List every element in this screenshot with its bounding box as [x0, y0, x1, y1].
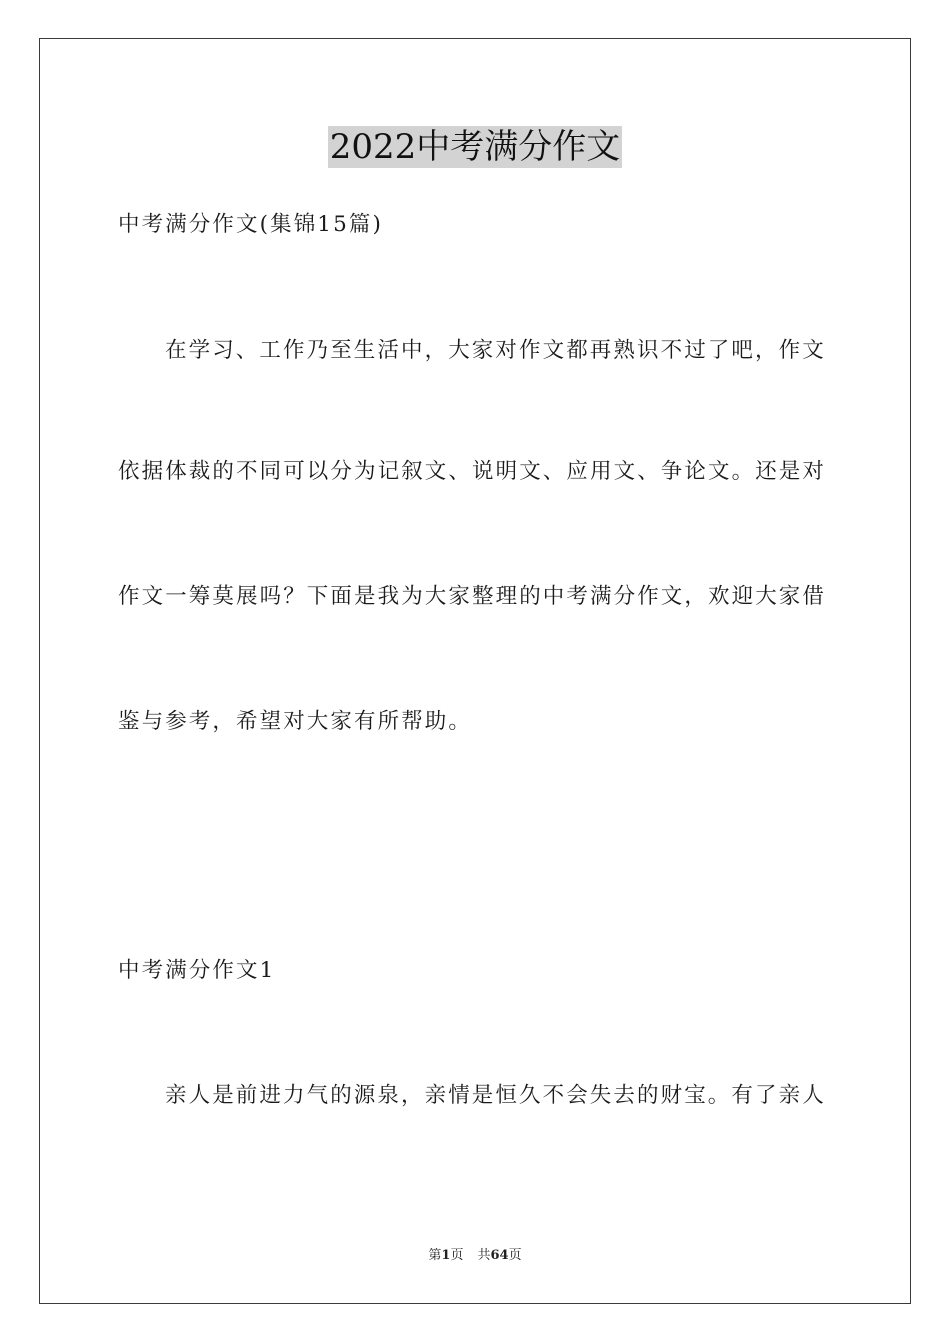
title-container: [0, 126, 950, 168]
paragraph-line: 鉴与参考，希望对大家有所帮助。: [118, 709, 473, 734]
footer-page-suffix: 页: [450, 1248, 464, 1263]
section-heading: 中考满分作文1: [118, 958, 276, 983]
footer-total-suffix: 页: [508, 1248, 522, 1263]
footer-page-prefix: 第: [428, 1248, 442, 1263]
footer-page-number: 1: [441, 1248, 451, 1263]
footer-total-pages: 64: [490, 1248, 509, 1263]
paragraph-line: 亲人是前进力气的源泉，亲情是恒久不会失去的财宝。有了亲人: [165, 1083, 826, 1108]
page-footer: [0, 1246, 950, 1266]
document-title: 2022中考满分作文: [329, 127, 621, 167]
paragraph-line: 作文一筹莫展吗？下面是我为大家整理的中考满分作文，欢迎大家借: [118, 584, 827, 609]
footer-total-prefix: 共: [477, 1248, 491, 1263]
document-subtitle: 中考满分作文(集锦15篇): [118, 212, 383, 237]
paragraph-line: 在学习、工作乃至生活中，大家对作文都再熟识不过了吧，作文: [165, 338, 826, 363]
paragraph-line: 依据体裁的不同可以分为记叙文、说明文、应用文、争论文。还是对: [118, 459, 827, 484]
